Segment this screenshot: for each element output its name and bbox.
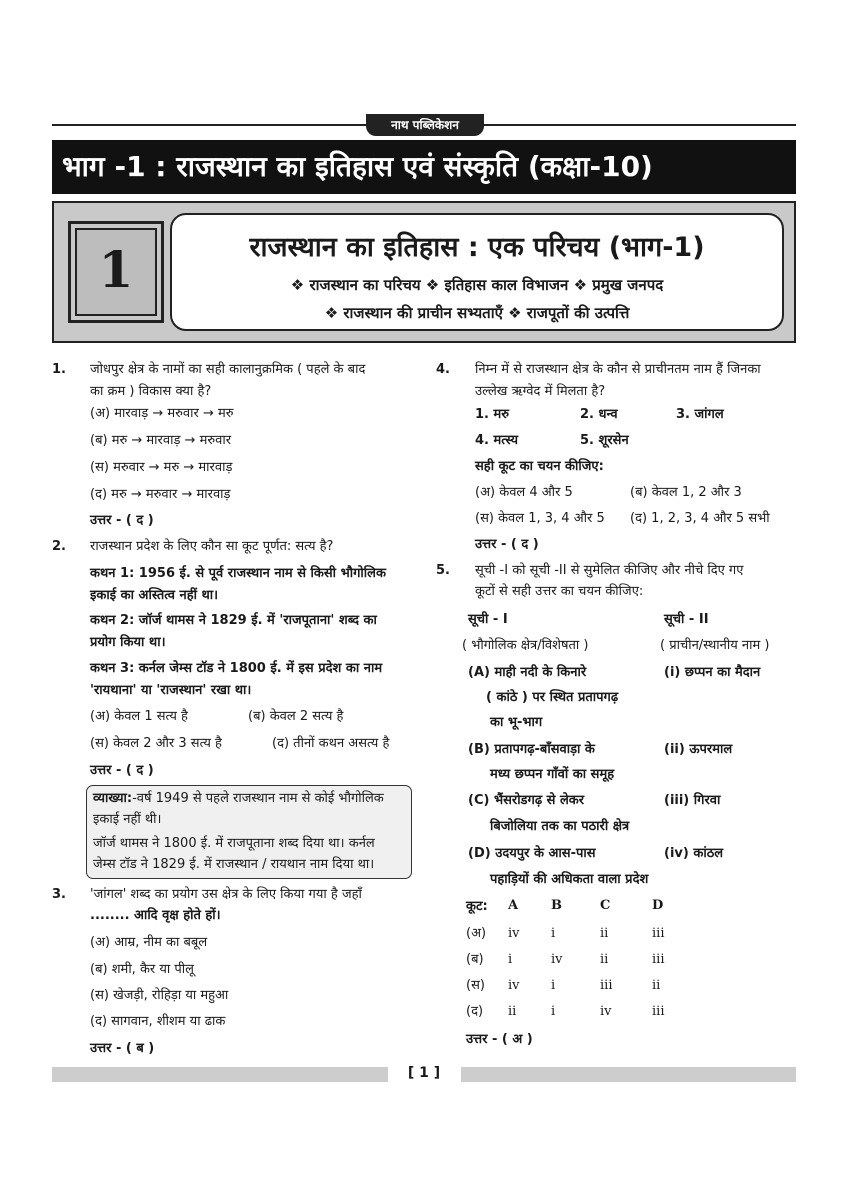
question-text: उल्लेख ऋग्वेद में मिलता है? — [475, 384, 606, 399]
option-b: (ब) शमी, कैर या पीलू — [90, 962, 194, 977]
match-item-iii: (iii) गिरवा — [664, 793, 721, 808]
match-item-c: (C) भैंसरोडगढ़ से लेकर — [468, 793, 585, 808]
question-text: राजस्थान प्रदेश के लिए कौन सा कूट पूर्णत: सत्य है? — [90, 539, 334, 554]
explanation-line: जेम्स टॉड ने 1829 ई. में राजस्थान / रायथान नाम दिया था। — [93, 857, 375, 872]
answer: उत्तर - ( द ) — [90, 763, 154, 778]
statement-2: कथन 2: जॉर्ज थामस ने 1829 ई. में 'राजपूताना' शब्द का — [90, 613, 377, 628]
explanation-line — [93, 790, 384, 808]
statement-3: 'रायथाना' या 'राजस्थान' रखा था। — [90, 683, 252, 698]
code-cell: i — [551, 978, 556, 993]
explanation-line: इकाई नहीं थी। — [93, 812, 162, 827]
code-cell: iii — [652, 1004, 665, 1019]
code-cell: iii — [600, 978, 613, 993]
question-text: जोधपुर क्षेत्र के नामों का सही कालानुक्रमिक ( पहले के बाद — [90, 362, 366, 377]
code-row-label: (अ) — [466, 926, 487, 941]
chapter-topics-line-1: ❖ राजस्थान का परिचय ❖ इतिहास काल विभाजन ❖ प्रमुख जनपद — [290, 276, 664, 294]
statement-1: कथन 1: 1956 ई. से पूर्व राजस्थान नाम से किसी भौगोलिक — [90, 566, 386, 581]
code-cell: iii — [652, 952, 665, 967]
chapter-number: 1 — [75, 228, 157, 316]
code-cell: iv — [508, 978, 520, 993]
match-item-a: (A) माही नदी के किनारे — [468, 665, 587, 680]
footer-bar-left — [52, 1067, 388, 1082]
option-d: (द) 1, 2, 3, 4 और 5 सभी — [630, 511, 770, 526]
option-b: (ब) केवल 1, 2 और 3 — [630, 485, 742, 500]
footer-bar-right — [461, 1067, 796, 1082]
code-header: D — [652, 898, 664, 913]
match-item-c: बिजोलिया तक का पठारी क्षेत्र — [490, 819, 630, 834]
match-item-a: ( कांठे ) पर स्थित प्रतापगढ़ — [486, 690, 619, 705]
code-header: C — [600, 898, 611, 913]
code-header: B — [551, 898, 562, 913]
question-text: ........ आदि वृक्ष होते हों। — [90, 908, 221, 923]
match-item-d: (D) उदयपुर के आस-पास — [468, 846, 596, 861]
code-cell: ii — [508, 1004, 517, 1019]
question-text: कूटों से सही उत्तर का चयन कीजिए: — [475, 584, 644, 599]
match-item-d: पहाड़ियों की अधिकता वाला प्रदेश — [490, 872, 649, 887]
publisher-badge: नाथ पब्लिकेशन — [366, 114, 484, 136]
explanation-box — [86, 785, 412, 879]
question-text: सूची -I को सूची -II से सुमेलित कीजिए और नीचे दिए गए — [475, 563, 744, 578]
list-item: 3. जांगल — [676, 407, 724, 422]
chapter-topics-line-2: ❖ राजस्थान की प्राचीन सभ्यताएँ ❖ राजपूतों की उत्पत्ति — [324, 304, 630, 322]
chapter-title-box — [170, 213, 784, 331]
option-c: (स) मरुवार → मरु → मारवाड़ — [90, 460, 233, 475]
question-text: का क्रम ) विकास क्या है? — [90, 384, 212, 399]
option-d: (द) तीनों कथन असत्य है — [272, 736, 390, 751]
answer: उत्तर - ( अ ) — [466, 1032, 533, 1047]
option-a: (अ) मारवाड़ → मरुवार → मरु — [90, 406, 234, 421]
code-row-label: (ब) — [466, 952, 484, 967]
code-header: A — [508, 898, 519, 913]
question-number: 2. — [52, 539, 66, 554]
code-cell: i — [551, 1004, 556, 1019]
page-number: [ 1 ] — [407, 1065, 441, 1081]
code-cell: iii — [652, 926, 665, 941]
question-text: 'जांगल' शब्द का प्रयोग उस क्षेत्र के लिए किया गया है जहाँ — [90, 887, 362, 902]
question-number: 1. — [52, 362, 66, 377]
chapter-header — [52, 201, 796, 343]
code-cell: iv — [508, 926, 520, 941]
match-item-iv: (iv) कांठल — [664, 846, 724, 861]
statement-1: इकाई का अस्तित्व नहीं था। — [90, 588, 219, 603]
list-1-heading: सूची - I — [468, 612, 508, 627]
code-cell: i — [551, 926, 556, 941]
list-item: 2. धन्व — [580, 407, 618, 422]
answer: उत्तर - ( द ) — [475, 537, 539, 552]
question-number: 3. — [52, 887, 66, 902]
part-banner: भाग -1 : राजस्थान का इतिहास एवं संस्कृति (कक्षा-10) — [52, 140, 796, 194]
code-cell: ii — [652, 978, 661, 993]
code-cell: iv — [551, 952, 563, 967]
chapter-number-frame — [68, 221, 164, 323]
statement-2: प्रयोग किया था। — [90, 635, 166, 650]
code-cell: iv — [600, 1004, 612, 1019]
answer: उत्तर - ( ब ) — [90, 1041, 155, 1056]
code-cell: ii — [600, 926, 609, 941]
code-label: कूट: — [466, 899, 488, 914]
list-item: 1. मरु — [475, 407, 510, 422]
option-d: (द) मरु → मरुवार → मारवाड़ — [90, 487, 231, 502]
code-row-label: (स) — [466, 978, 485, 993]
option-c: (स) खेजड़ी, रोहिड़ा या महुआ — [90, 988, 229, 1003]
option-b: (ब) केवल 2 सत्य है — [248, 709, 344, 724]
match-item-a: का भू-भाग — [490, 715, 543, 730]
question-text: निम्न में से राजस्थान क्षेत्र के कौन से प्राचीनतम नाम हैं जिनका — [475, 362, 761, 377]
explanation-text: -वर्ष 1949 से पहले राजस्थान नाम से कोई भौगोलिक — [132, 791, 384, 806]
option-b: (ब) मरु → मारवाड़ → मरुवार — [90, 433, 232, 448]
instruction: सही कूट का चयन कीजिए: — [475, 459, 604, 474]
list-2-heading: सूची - II — [664, 612, 709, 627]
answer: उत्तर - ( द ) — [90, 513, 154, 528]
chapter-title: राजस्थान का इतिहास : एक परिचय (भाग-1) — [249, 232, 705, 263]
match-item-b: मध्य छप्पन गाँवों का समूह — [490, 767, 615, 782]
list-2-subheading: ( प्राचीन/स्थानीय नाम ) — [660, 638, 770, 653]
list-item: 4. मत्स्य — [475, 433, 519, 448]
explanation-line: जॉर्ज थामस ने 1800 ई. में राजपूताना शब्द दिया था। कर्नल — [93, 836, 375, 851]
option-a: (अ) केवल 4 और 5 — [475, 485, 573, 500]
list-1-subheading: ( भौगोलिक क्षेत्र/विशेषता ) — [462, 638, 589, 653]
option-c: (स) केवल 1, 3, 4 और 5 — [475, 511, 605, 526]
code-cell: i — [508, 952, 513, 967]
statement-3: कथन 3: कर्नल जेम्स टॉड ने 1800 ई. में इस प्रदेश का नाम — [90, 661, 383, 676]
match-item-ii: (ii) ऊपरमाल — [664, 742, 733, 757]
code-row-label: (द) — [466, 1004, 484, 1019]
list-item: 5. शूरसेन — [580, 433, 629, 448]
option-a: (अ) केवल 1 सत्य है — [90, 709, 188, 724]
question-number: 4. — [436, 362, 450, 377]
option-a: (अ) आम्र, नीम का बबूल — [90, 935, 208, 950]
code-cell: ii — [600, 952, 609, 967]
match-item-i: (i) छप्पन का मैदान — [664, 665, 761, 680]
explanation-label: व्याख्या: — [93, 791, 133, 806]
option-c: (स) केवल 2 और 3 सत्य है — [90, 736, 222, 751]
question-number: 5. — [436, 563, 450, 578]
option-d: (द) सागवान, शीशम या ढाक — [90, 1014, 226, 1029]
match-item-b: (B) प्रतापगढ़-बाँसवाड़ा के — [468, 742, 595, 757]
